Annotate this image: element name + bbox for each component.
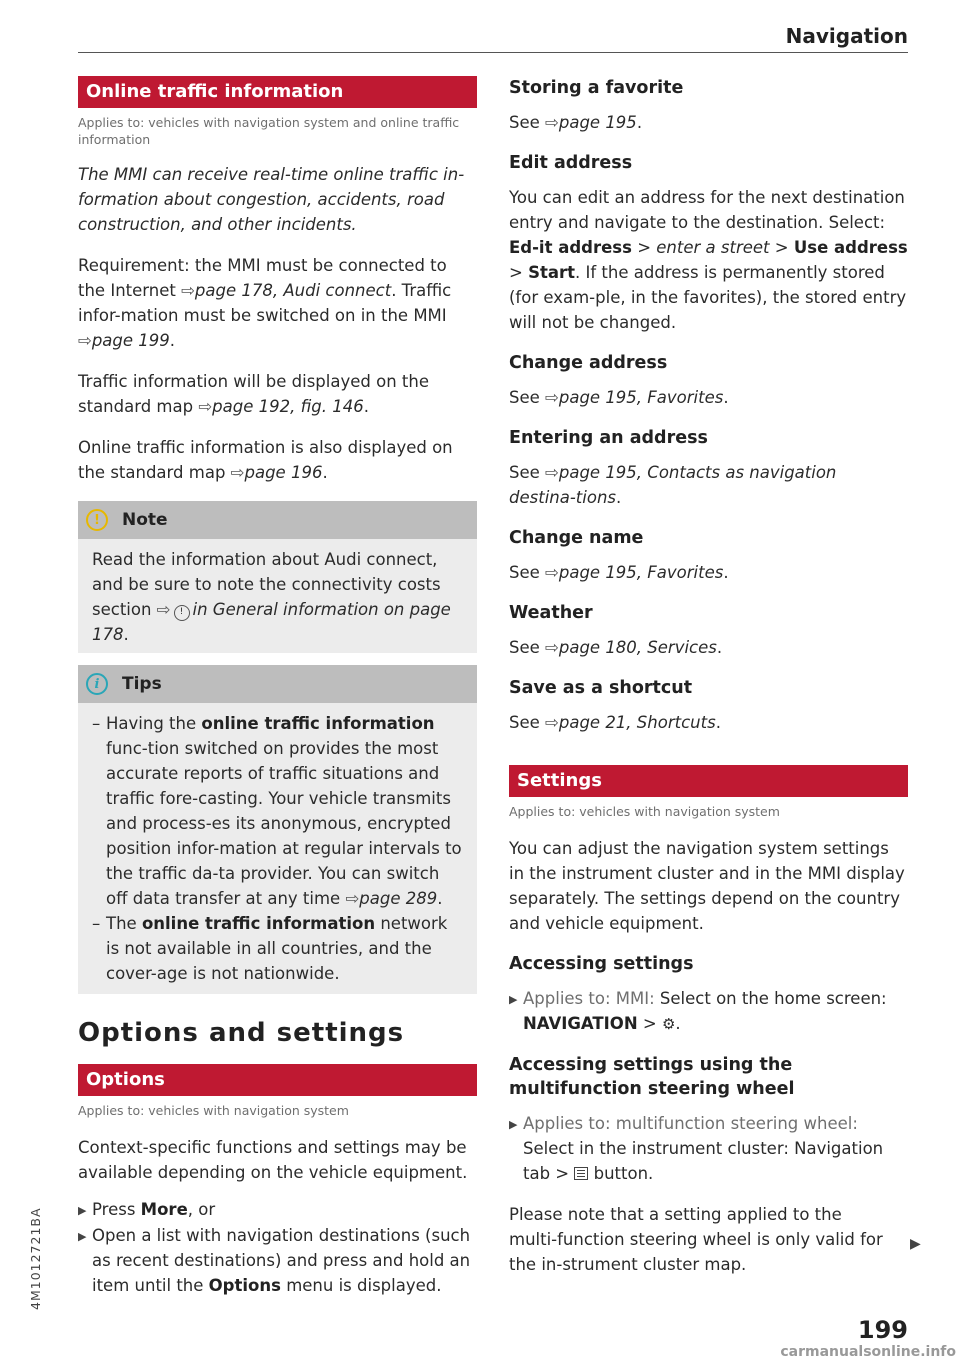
heading-entering-address: Entering an address bbox=[509, 428, 708, 448]
page-ref-link[interactable]: ⇨page 21, Shortcuts bbox=[545, 713, 716, 732]
page-ref-link[interactable]: ⇨page 196 bbox=[230, 463, 323, 482]
info-circle-icon: i bbox=[86, 673, 108, 695]
arrow-right-icon: ⇨ bbox=[156, 600, 171, 619]
triangle-bullet-icon: ▶ bbox=[509, 993, 518, 1006]
arrow-right-icon: ⇨ bbox=[545, 388, 559, 407]
online-display-paragraph: Online traffic information is also displayed on the standard map ⇨page 196. bbox=[78, 438, 453, 482]
intro-paragraph: The MMI can receive real-time online traffic in-formation about congestion, accidents, road construction, and other incidents. bbox=[78, 165, 465, 234]
triangle-bullet-icon: ▶ bbox=[78, 1204, 87, 1217]
section-title-settings: Settings bbox=[509, 765, 908, 797]
arrow-right-icon: ⇨ bbox=[545, 713, 559, 732]
continue-arrow-icon: ▶ bbox=[910, 1236, 921, 1252]
msw-note-text: Please note that a setting applied to the multi-function steering wheel is only valid for the in-strument cluster map. bbox=[509, 1205, 883, 1274]
document-code: 4M1012721BA bbox=[28, 1207, 43, 1310]
note-box bbox=[78, 501, 477, 653]
arrow-right-icon: ⇨ bbox=[345, 889, 360, 908]
heading-accessing-settings-msw: Accessing settings using the multifunction steering wheel bbox=[509, 1055, 795, 1099]
page-ref-link[interactable]: ⇨page 178, Audi connect bbox=[181, 281, 392, 300]
see-reference: See ⇨page 21, Shortcuts. bbox=[509, 713, 721, 732]
tips-label: Tips bbox=[122, 674, 162, 694]
edit-address-text: You can edit an address for the next destination entry and navigate to the destination. Select: Ed-it address > enter a street > Use address > Start. If the address is permanently stored (for exam-ple, in the favorites), the stored entry will not be changed. bbox=[509, 188, 908, 332]
arrow-right-icon: ⇨ bbox=[545, 563, 559, 582]
arrow-right-icon: ⇨ bbox=[545, 463, 559, 482]
page-ref-link[interactable]: ⇨page 195, Favorites bbox=[545, 388, 724, 407]
arrow-right-icon: ⇨ bbox=[545, 638, 559, 657]
arrow-right-icon: ⇨ bbox=[181, 281, 195, 300]
tips-item: – Having the online traffic information func-tion switched on provides the most accurate reports of traffic situations and traffic fore-casting. Your vehicle transmits and process-es its anonymous, encrypted position infor-mation at regular intervals to the traffic da-ta provider. You can switch off data transfer at any time ⇨page 289. bbox=[92, 714, 462, 908]
note-header bbox=[78, 501, 477, 539]
display-paragraph: Traffic information will be displayed on the standard map ⇨page 192, fig. 146. bbox=[78, 372, 429, 416]
triangle-bullet-icon: ▶ bbox=[78, 1230, 87, 1243]
watermark: carmanualsonline.info bbox=[780, 1344, 956, 1360]
tips-header bbox=[78, 665, 477, 703]
requirement-paragraph: Requirement: the MMI must be connected to the Internet ⇨page 178, Audi connect. Traffic infor-mation must be switched on in the MMI ⇨page 199. bbox=[78, 256, 452, 350]
settings-text: You can adjust the navigation system settings in the instrument cluster and in the MMI display separately. The settings depend on the country and vehicle equipment. bbox=[509, 839, 905, 933]
bullet-item: ▶ Press More, or bbox=[78, 1197, 477, 1223]
bullet-item: ▶ Applies to: MMI: Select on the home screen: NAVIGATION > ⚙. bbox=[509, 986, 908, 1037]
right-column bbox=[509, 76, 908, 1277]
see-reference: See ⇨page 180, Services. bbox=[509, 638, 723, 657]
gear-icon: ⚙ bbox=[661, 1015, 676, 1033]
page-ref-link[interactable]: ⇨ ! in General information on page 178 bbox=[92, 600, 451, 644]
heading-save-shortcut: Save as a shortcut bbox=[509, 678, 693, 698]
applies-to-settings: Applies to: vehicles with navigation system bbox=[509, 804, 780, 819]
heading-edit-address: Edit address bbox=[509, 153, 633, 173]
see-reference: See ⇨page 195, Favorites. bbox=[509, 388, 729, 407]
page-ref-link[interactable]: ⇨page 195, Contacts as navigation destina-tions bbox=[509, 463, 837, 507]
warning-circle-icon: ! bbox=[86, 509, 108, 531]
heading-storing-favorite: Storing a favorite bbox=[509, 78, 684, 98]
arrow-right-icon: ⇨ bbox=[198, 397, 213, 416]
heading-accessing-settings: Accessing settings bbox=[509, 954, 694, 974]
left-column bbox=[78, 76, 477, 1298]
page-ref-link[interactable]: ⇨page 195, Favorites bbox=[545, 563, 724, 582]
page-ref-link[interactable]: ⇨page 199 bbox=[78, 331, 170, 350]
options-text: Context-specific functions and settings may be available depending on the vehicle equipment. bbox=[78, 1138, 468, 1182]
heading-change-address: Change address bbox=[509, 353, 668, 373]
bullet-item: ▶ Applies to: multifunction steering wheel: Select in the instrument cluster: Navigation tab > button. bbox=[509, 1111, 908, 1186]
see-reference: See ⇨page 195, Favorites. bbox=[509, 563, 729, 582]
applies-to-options: Applies to: vehicles with navigation system bbox=[78, 1103, 349, 1118]
note-text: Read the information about Audi connect, and be sure to note the connectivity costs section ⇨ ! in General information on page 178. bbox=[92, 550, 451, 644]
note-body bbox=[78, 539, 477, 653]
warning-circle-small-icon: ! bbox=[174, 605, 190, 621]
page-number: 199 bbox=[857, 1316, 908, 1344]
see-reference: See ⇨page 195, Contacts as navigation destina-tions. bbox=[509, 463, 837, 507]
arrow-right-icon: ⇨ bbox=[230, 463, 245, 482]
list-menu-icon bbox=[574, 1167, 588, 1180]
section-title-options: Options bbox=[78, 1064, 477, 1096]
see-reference: See ⇨page 195. bbox=[509, 113, 643, 132]
page-ref-link[interactable]: ⇨page 180, Services bbox=[545, 638, 717, 657]
page-ref-link[interactable]: ⇨page 192, fig. 146 bbox=[198, 397, 364, 416]
applies-to-traffic: Applies to: vehicles with navigation system and online traffic information bbox=[78, 115, 460, 147]
arrow-right-icon: ⇨ bbox=[78, 331, 92, 350]
bullet-item: ▶ Open a list with navigation destinations (such as recent destinations) and press and hold an item until the Options menu is displayed. bbox=[78, 1223, 477, 1298]
chapter-heading: Options and settings bbox=[78, 1018, 405, 1048]
page-header-title: Navigation bbox=[785, 24, 908, 48]
page-ref-link[interactable]: ⇨page 195 bbox=[545, 113, 637, 132]
tips-body bbox=[78, 703, 477, 994]
note-label: Note bbox=[122, 510, 168, 530]
heading-change-name: Change name bbox=[509, 528, 644, 548]
tips-box bbox=[78, 665, 477, 994]
section-title-online-traffic: Online traffic information bbox=[78, 76, 477, 108]
tips-item: – The online traffic information network is not available in all countries, and the cover-age is not nationwide. bbox=[92, 914, 448, 983]
page-ref-link[interactable]: ⇨page 289 bbox=[345, 889, 438, 908]
header-rule bbox=[78, 52, 908, 53]
arrow-right-icon: ⇨ bbox=[545, 113, 559, 132]
triangle-bullet-icon: ▶ bbox=[509, 1118, 518, 1131]
heading-weather: Weather bbox=[509, 603, 593, 623]
